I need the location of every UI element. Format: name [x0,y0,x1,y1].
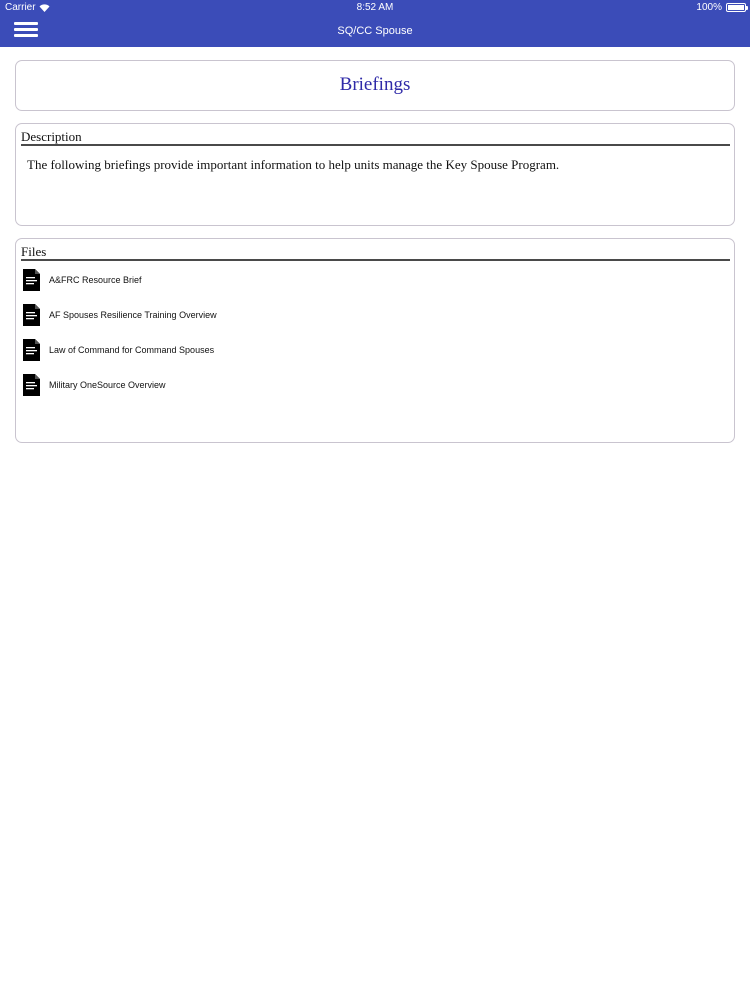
file-item-af-spouses-resilience[interactable] [23,304,723,339]
status-battery [696,2,746,13]
document-icon [23,339,40,361]
file-item-military-onesource[interactable] [23,374,723,409]
description-text: The following briefings provide important information to help units manage the Key Spouse Program. [27,157,560,172]
document-icon [23,374,40,396]
battery-icon [726,3,746,12]
status-time: 8:52 AM [356,2,394,13]
description-heading: Description [21,129,730,146]
file-label: A&FRC Resource Brief [49,275,142,285]
status-bar [0,0,750,16]
file-label: Military OneSource Overview [49,380,166,390]
file-list [23,269,723,409]
file-label: AF Spouses Resilience Training Overview [49,310,217,320]
carrier-label: Carrier [5,2,36,13]
document-icon [23,269,40,291]
page-title: Briefings [339,74,411,95]
files-heading: Files [21,244,730,261]
description-card [15,123,735,226]
file-label: Law of Command for Command Spouses [49,345,215,355]
nav-title: SQ/CC Spouse [337,25,413,37]
title-card [15,60,735,111]
files-card [15,238,735,443]
file-item-afrc-resource-brief[interactable] [23,269,723,304]
document-icon [23,304,40,326]
file-item-law-of-command[interactable] [23,339,723,374]
nav-header [0,0,750,47]
battery-percent: 100% [696,2,722,13]
